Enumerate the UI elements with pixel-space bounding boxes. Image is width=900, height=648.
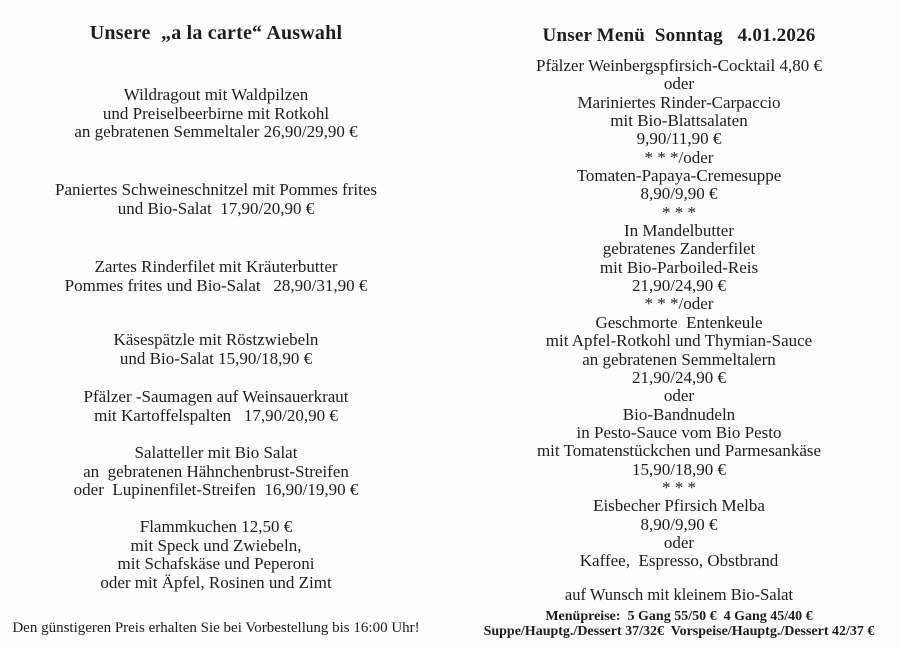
menu-line: und Bio-Salat 15,90/18,90 €: [119, 348, 313, 368]
left-column: [0, 0, 432, 648]
menu-course-line: [458, 277, 900, 295]
menu-course-line: [458, 222, 900, 240]
menu-line: oder mit Äpfel, Rosinen und Zimt: [100, 572, 332, 592]
menu-course-line: [458, 130, 900, 148]
menu-line: 8,90/9,90 €: [640, 514, 718, 534]
a-la-carte-title: Unsere „a la carte“ Auswahl: [89, 22, 343, 44]
menu-line: Bio-Bandnudeln: [622, 404, 736, 424]
menu-item: [0, 181, 432, 218]
menu-course-line: [458, 461, 900, 479]
menu-line: mit Bio-Blattsalaten: [610, 111, 748, 131]
preorder-note: Den günstigeren Preis erhalten Sie bei Vorbestellung bis 16:00 Uhr!: [12, 620, 420, 636]
menu-item: [0, 331, 432, 368]
menu-course-line: [458, 369, 900, 387]
menu-line: 21,90/24,90 €: [632, 276, 726, 296]
menu-course-line: [458, 424, 900, 442]
menu-item: [0, 388, 432, 425]
menu-course-line: [458, 295, 900, 313]
menu-course-line: [458, 240, 900, 258]
menu-course-line: [458, 185, 900, 203]
salad-note: auf Wunsch mit kleinem Bio-Salat: [564, 585, 794, 604]
menu-prices-line-2: Suppe/Hauptg./Dessert 37/32€ Vorspeise/Hauptg./Dessert 42/37 €: [483, 624, 875, 639]
menu-course-line: [458, 534, 900, 552]
menu-line: an gebratenen Semmeltaler 26,90/29,90 €: [74, 122, 358, 142]
menu-line: 8,90/9,90 €: [640, 184, 718, 204]
menu-line: Mariniertes Rinder-Carpaccio: [577, 92, 781, 112]
menu-line: 15,90/18,90 €: [632, 459, 726, 479]
menu-course-line: [458, 497, 900, 515]
menu-line: in Pesto-Sauce vom Bio Pesto: [576, 422, 782, 442]
menu-line: oder Lupinenfilet-Streifen 16,90/19,90 €: [73, 480, 359, 500]
menu-course-line: [458, 314, 900, 332]
menu-line: mit Schafskäse und Peperoni: [117, 554, 315, 574]
menu-course-line: [458, 552, 900, 570]
menu-line: * * *: [662, 202, 696, 222]
menu-item: [0, 86, 432, 142]
menu-item: [0, 258, 432, 295]
menu-course-line: [458, 479, 900, 497]
menu-line: mit Tomatenstückchen und Parmesankäse: [536, 441, 822, 461]
menu-line: Flammkuchen 12,50 €: [139, 517, 293, 536]
menu-line: oder: [663, 532, 695, 552]
right-menu-lines: [458, 57, 900, 571]
menu-course-line: [458, 75, 900, 93]
menu-line: mit Apfel-Rotkohl und Thymian-Sauce: [545, 331, 813, 351]
menu-course-line: [458, 387, 900, 405]
menu-line: 9,90/11,90 €: [636, 129, 722, 149]
menu-course-line: [458, 167, 900, 185]
menu-line: mit Speck und Zwiebeln,: [130, 535, 302, 555]
menu-line: Pfälzer Weinbergspfirsich-Cocktail 4,80 €: [536, 56, 822, 75]
menu-course-line: [458, 204, 900, 222]
right-column: [458, 0, 900, 648]
menu-line: Tomaten-Papaya-Cremesuppe: [576, 166, 782, 186]
menu-course-line: [458, 516, 900, 534]
menu-line: Pommes frites und Bio-Salat 28,90/31,90 €: [64, 275, 368, 295]
menu-line: und Preiselbeerbirne mit Rotkohl: [102, 103, 330, 123]
menu-course-line: [458, 351, 900, 369]
menu-line: Paniertes Schweineschnitzel mit Pommes frites: [55, 180, 377, 199]
sunday-menu-title: Unser Menü Sonntag 4.01.2026: [542, 25, 816, 46]
menu-item: [0, 444, 432, 500]
menu-line: 21,90/24,90 €: [632, 367, 726, 387]
menu-line: gebratenes Zanderfilet: [602, 239, 756, 259]
menu-line: Geschmorte Entenkeule: [595, 312, 763, 332]
menu-line: oder: [663, 74, 695, 94]
menu-line: oder: [663, 386, 695, 406]
menu-line: Käsespätzle mit Röstzwiebeln: [113, 330, 319, 349]
menu-line: In Mandelbutter: [624, 221, 734, 241]
menu-line: und Bio-Salat 17,90/20,90 €: [117, 198, 315, 218]
menu-line: an gebratenen Semmeltalern: [582, 349, 776, 369]
menu-line: * * */oder: [644, 147, 714, 167]
menu-course-line: [458, 149, 900, 167]
menu-course-line: [458, 406, 900, 424]
menu-course-line: [458, 57, 900, 75]
menu-line: * * */oder: [644, 294, 714, 314]
menu-line: Pfälzer -Saumagen auf Weinsauerkraut: [83, 387, 349, 406]
menu-prices-line-1: Menüpreise: 5 Gang 55/50 € 4 Gang 45/40 €: [545, 609, 813, 624]
menu-line: Eisbecher Pfirsich Melba: [593, 496, 765, 516]
menu-line: Zartes Rinderfilet mit Kräuterbutter: [94, 257, 338, 276]
menu-line: Wildragout mit Waldpilzen: [123, 85, 309, 104]
menu-course-line: [458, 442, 900, 460]
menu-line: Kaffee, Espresso, Obstbrand: [579, 551, 779, 571]
menu-course-line: [458, 332, 900, 350]
menu-item: [0, 518, 432, 592]
menu-line: * * *: [662, 477, 696, 497]
menu-line: Salatteller mit Bio Salat: [134, 443, 298, 462]
menu-course-line: [458, 112, 900, 130]
menu-line: an gebratenen Hähnchenbrust-Streifen: [83, 461, 349, 481]
menu-course-line: [458, 259, 900, 277]
menu-line: mit Kartoffelspalten 17,90/20,90 €: [94, 405, 338, 425]
menu-line: mit Bio-Parboiled-Reis: [599, 257, 759, 277]
menu-course-line: [458, 94, 900, 112]
